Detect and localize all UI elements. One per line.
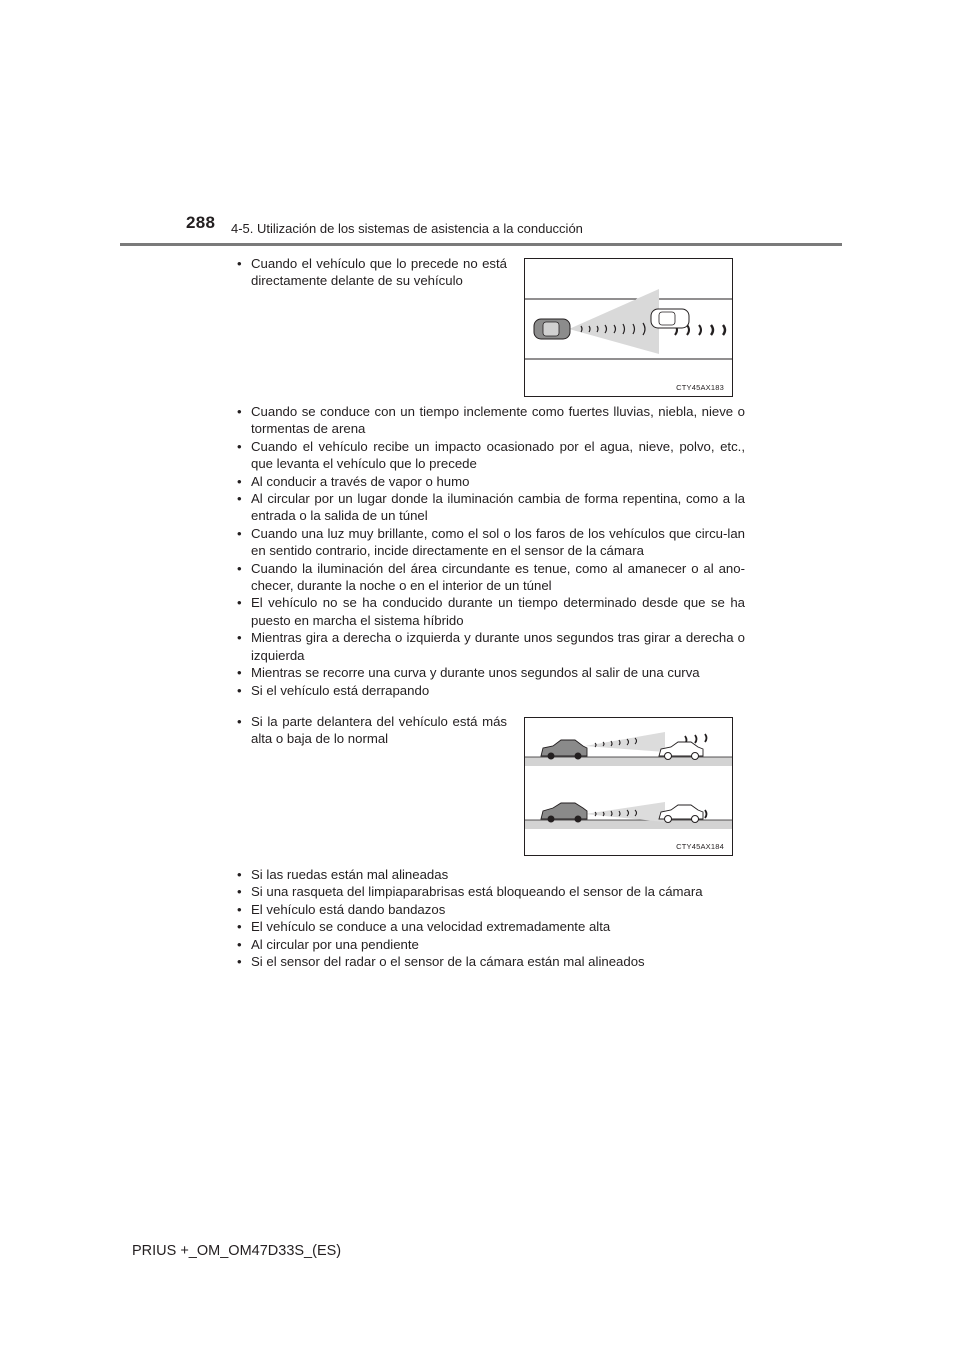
- list-item: • Al circular por una pendiente: [231, 936, 745, 953]
- list-item: • Cuando se conduce con un tiempo inclemente como fuertes lluvias, niebla, nieve o tormentas de arena: [231, 403, 745, 438]
- own-car-icon: [534, 319, 570, 339]
- preceding-car-icon: [659, 742, 703, 823]
- page-number: 288: [186, 213, 216, 232]
- bullet-list-vehicle-state: [231, 866, 745, 970]
- list-item: • Si una rasqueta del limpiaparabrisas está bloqueando el sensor de la cámara: [231, 883, 745, 900]
- list-item: • Al circular por un lugar donde la iluminación cambia de forma repentina, como a la entrada o la salida de un túnel: [231, 490, 745, 525]
- own-car-icon: [541, 740, 587, 823]
- list-item: • Mientras se recorre una curva y durante unos segundos al salir de una curva: [231, 664, 745, 681]
- bullet-list-front-height: [231, 713, 507, 748]
- offset-vehicle-drawing: [525, 259, 732, 396]
- bullet-list-conditions: [231, 403, 745, 699]
- list-item: • El vehículo está dando bandazos: [231, 901, 745, 918]
- figure-vehicle-height-illustration: [524, 717, 733, 856]
- list-item: • Mientras gira a derecha o izquierda y durante unos segundos tras girar a derecha o izquierda: [231, 629, 745, 664]
- list-item: • Si el vehículo está derrapando: [231, 682, 745, 699]
- list-item: • Cuando el vehículo recibe un impacto ocasionado por el agua, nieve, polvo, etc., que levanta el vehículo que lo precede: [231, 438, 745, 473]
- list-item: • Si el sensor del radar o el sensor de la cámara están mal alineados: [231, 953, 745, 970]
- list-item: • Al conducir a través de vapor o humo: [231, 473, 745, 490]
- figure-offset-vehicle-illustration: [524, 258, 733, 397]
- preceding-car-icon: [651, 309, 689, 328]
- list-item: • Cuando el vehículo que lo precede no está directamente delante de su vehículo: [231, 255, 507, 290]
- list-item: • Cuando la iluminación del área circundante es tenue, como al amanecer o al ano-checer, durante la noche o en el interior de un túnel: [231, 560, 745, 595]
- figure-code: CTY45AX183: [676, 383, 724, 392]
- list-item: • Cuando una luz muy brillante, como el sol o los faros de los vehículos que circu-lan en sentido contrario, incide directamente en el sensor de la cámara: [231, 525, 745, 560]
- vehicle-height-drawing: [525, 718, 732, 855]
- list-item: • El vehículo no se ha conducido durante un tiempo determinado desde que se ha puesto en marcha el sistema híbrido: [231, 594, 745, 629]
- header-divider: [120, 243, 842, 246]
- section-title: 4-5. Utilización de los sistemas de asistencia a la conducción: [231, 221, 583, 236]
- list-item: • Si las ruedas están mal alineadas: [231, 866, 745, 883]
- document-id: PRIUS +_OM_OM47D33S_(ES): [132, 1243, 342, 1259]
- figure-code: CTY45AX184: [676, 842, 724, 851]
- list-item: • El vehículo se conduce a una velocidad extremadamente alta: [231, 918, 745, 935]
- list-item: • Si la parte delantera del vehículo está más alta o baja de lo normal: [231, 713, 507, 748]
- bullet-list-offset-vehicle: [231, 255, 507, 290]
